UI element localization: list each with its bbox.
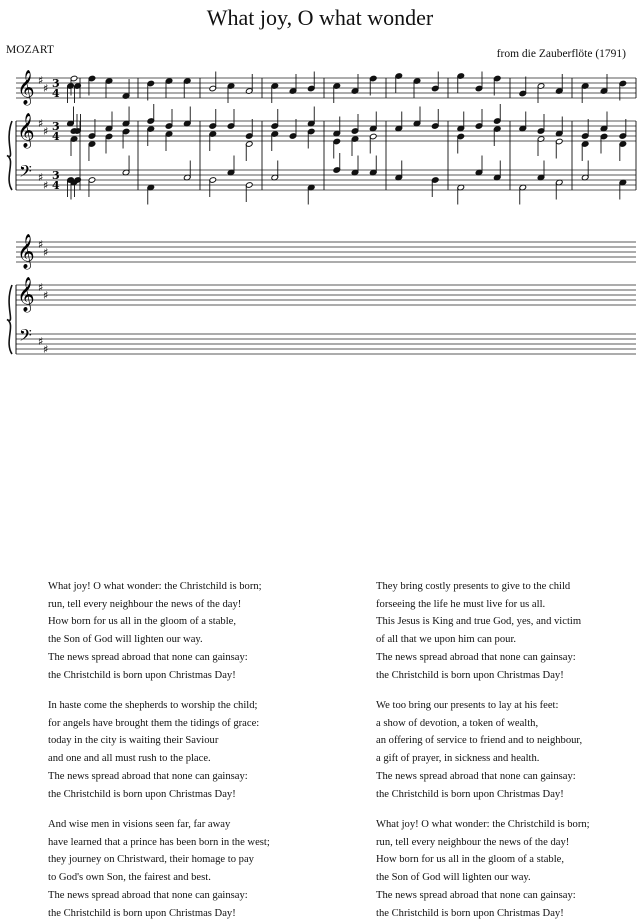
stanza-1 xyxy=(48,578,338,684)
lyric-line: they journey on Christward, their homage to pay xyxy=(48,854,254,866)
lyric-line: What joy! O what wonder: the Christchild is born; xyxy=(48,581,262,592)
lyric-line: a gift of prayer, in sickness and health. xyxy=(376,753,540,765)
sharp-sign: ♯ xyxy=(43,246,49,259)
sharp-sign: ♯ xyxy=(43,125,49,138)
treble-clef: 𝄞 xyxy=(17,70,35,105)
time-signature: 3 xyxy=(52,120,60,133)
lyric-line: today in the city is waiting their Saviour xyxy=(48,735,219,747)
stanza-5 xyxy=(376,697,640,803)
stanza-4 xyxy=(376,578,640,684)
sharp-sign: ♯ xyxy=(38,117,44,130)
lyric-line: forseeing the life he must live for us all. xyxy=(376,598,546,610)
sharp-sign: ♯ xyxy=(38,238,44,251)
lyric-line: of all that we upon him can pour. xyxy=(376,634,517,646)
treble-clef: 𝄞 xyxy=(17,113,35,148)
lyric-line: The news spread abroad that none can gainsay: xyxy=(48,889,248,901)
bass-clef: 𝄢 xyxy=(19,325,32,349)
lyric-line: the Christchild is born upon Christmas Day! xyxy=(376,907,564,919)
treble-clef: 𝄞 xyxy=(17,234,35,269)
lyric-line: a show of devotion, a token of wealth, xyxy=(376,717,539,729)
lyric-line: How born for us all in the gloom of a stable, xyxy=(376,854,565,866)
time-signature: 4 xyxy=(52,87,60,100)
lyrics-column-right xyxy=(376,578,640,918)
lyric-line: The news spread abroad that none can gainsay: xyxy=(48,770,248,782)
lyric-line: the Christchild is born upon Christmas Day! xyxy=(376,669,564,681)
lyric-line: the Christchild is born upon Christmas Day! xyxy=(376,788,564,800)
lyric-line: The news spread abroad that none can gainsay: xyxy=(376,651,576,663)
lyrics-column-left xyxy=(48,578,338,918)
lyric-line: How born for us all in the gloom of a stable, xyxy=(48,616,237,628)
brace xyxy=(7,121,12,190)
source-label: from die Zauberflöte (1791) xyxy=(496,48,626,60)
music-score xyxy=(0,60,640,570)
lyric-line: the Son of God will lighten our way. xyxy=(48,634,203,646)
time-signature: 4 xyxy=(52,130,60,143)
page-title: What joy, O what wonder xyxy=(206,5,434,30)
lyric-line: The news spread abroad that none can gainsay: xyxy=(48,651,248,663)
lyric-line: the Son of God will lighten our way. xyxy=(376,872,531,884)
lyric-line: to God's own Son, the fairest and best. xyxy=(48,872,211,884)
time-signature: 4 xyxy=(52,179,60,192)
lyric-line: have learned that a prince has been born in the west; xyxy=(48,836,270,848)
treble-clef: 𝄞 xyxy=(17,277,35,312)
sharp-sign: ♯ xyxy=(38,171,44,184)
lyric-line: run, tell every neighbour the news of the day! xyxy=(48,598,242,610)
sharp-sign: ♯ xyxy=(38,281,44,294)
lyric-line: for angels have brought them the tidings of grace: xyxy=(48,717,260,729)
lyric-line: In haste come the shepherds to worship the child; xyxy=(48,700,258,711)
sharp-sign: ♯ xyxy=(38,335,44,348)
lyric-line: an offering of service to friend and to neighbour, xyxy=(376,735,583,747)
lyric-line: the Christchild is born upon Christmas Day! xyxy=(48,788,236,800)
lyric-line: the Christchild is born upon Christmas Day! xyxy=(48,907,236,919)
sharp-sign: ♯ xyxy=(43,179,49,192)
sharp-sign: ♯ xyxy=(43,343,49,356)
lyric-line: This Jesus is King and true God, yes, and victim xyxy=(376,616,582,628)
composer-label: MOZART xyxy=(6,44,54,56)
stanza-3 xyxy=(48,816,338,922)
time-signature: 3 xyxy=(52,169,60,182)
lyric-line: What joy! O what wonder: the Christchild is born; xyxy=(376,819,590,830)
brace xyxy=(7,285,12,354)
sharp-sign: ♯ xyxy=(38,74,44,87)
lyric-line: They bring costly presents to give to the child xyxy=(376,581,571,592)
bass-clef: 𝄢 xyxy=(19,161,32,185)
lyric-line: The news spread abroad that none can gainsay: xyxy=(376,770,576,782)
stanza-6 xyxy=(376,816,640,922)
stanza-2 xyxy=(48,697,338,803)
sharp-sign: ♯ xyxy=(43,289,49,302)
lyric-line: the Christchild is born upon Christmas Day! xyxy=(48,669,236,681)
lyric-line: The news spread abroad that none can gainsay: xyxy=(376,889,576,901)
time-signature: 3 xyxy=(52,77,60,90)
lyric-line: And wise men in visions seen far, far away xyxy=(48,819,231,830)
sharp-sign: ♯ xyxy=(43,82,49,95)
lyric-line: We too bring our presents to lay at his feet: xyxy=(376,700,559,711)
lyric-line: and one and all must rush to the place. xyxy=(48,753,211,765)
lyric-line: run, tell every neighbour the news of the day! xyxy=(376,836,570,848)
